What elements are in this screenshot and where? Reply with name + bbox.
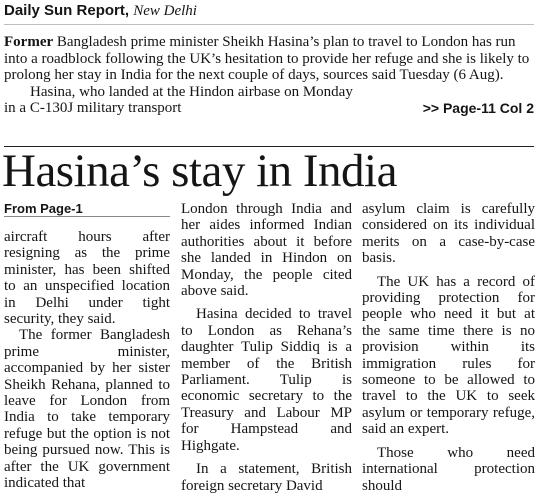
lead-paragraph-2-line-2: in a C-130J military transport [4, 100, 182, 117]
column-2-paragraph: London through India and her aides informed Indian authorities about it before she landed in Hindon on Monday, the people cited above said. [181, 201, 352, 300]
lead-story [4, 34, 534, 117]
column-1-paragraph: aircraft hours after resigning as the prime minister, has been shifted to an unspecified location in Delhi under tight security, they said. [4, 229, 170, 328]
column-3-paragraph: asylum claim is carefully considered on its individual merits on a case-by-case basis. [362, 201, 535, 267]
lead-paragraph-1-text: Bangladesh prime minister Sheikh Hasina’s plan to travel to London has run into a roadblock following the UK’s hesitation to provide her refuge and she is likely to prolong her stay in India for the next couple of days, sources said Tuesday (6 Aug). [4, 34, 530, 84]
column-2-paragraph: Hasina decided to travel to London as Rehana’s daughter Tulip Siddiq is a member of the British Parliament. Tulip is economic secretary to the Treasury and Labour MP for Hampstead and Highgate. [181, 306, 352, 454]
column-2 [181, 201, 352, 494]
column-3-paragraph: Those who need international protection should [362, 444, 535, 494]
headline: Hasina’s stay in India [2, 145, 397, 197]
dateline [4, 2, 534, 25]
lead-paragraph-2-line-2-row [4, 100, 534, 117]
lead-paragraph-2-line-1: Hasina, who landed at the Hindon airbase on Monday [30, 83, 353, 100]
column-1 [4, 201, 170, 492]
dateline-location: New Delhi [133, 3, 197, 19]
lead-first-word: Former [4, 34, 54, 50]
continued-jump-link[interactable]: >> Page-11 Col 2 [422, 100, 534, 117]
byline: Daily Sun Report, [4, 2, 130, 19]
from-page-label: From Page-1 [4, 201, 170, 217]
column-3-paragraph: The UK has a record of providing protection for people who need it but at the same time there is no provision within its immigration rules for someone to be allowed to travel to the UK to seek asylum or temporary refuge, said an expert. [362, 273, 535, 438]
column-1-paragraph: The former Bangladesh prime minister, accompanied by her sister Sheikh Rehana, planned to leave for London from India to take temporary refuge but the option is not being pursued now. This is after the UK government indicated that [4, 327, 170, 492]
lead-paragraph-1 [4, 34, 534, 84]
column-2-paragraph: In a statement, British foreign secretary David [181, 461, 352, 494]
column-3 [362, 201, 535, 494]
